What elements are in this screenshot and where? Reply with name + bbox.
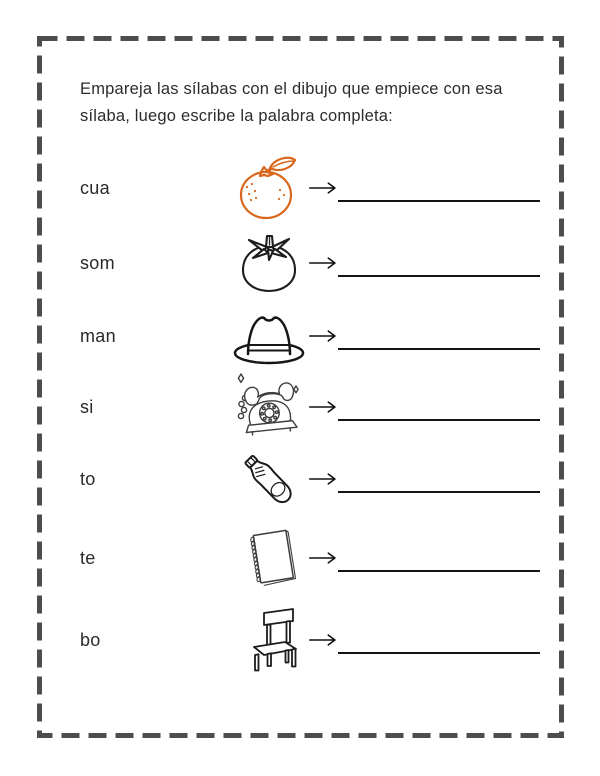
arrow-right-icon <box>308 180 338 196</box>
worksheet-row <box>80 439 540 519</box>
arrow-right-icon <box>308 255 338 271</box>
hat-image <box>230 301 308 371</box>
answer-line <box>338 652 540 654</box>
spiral-notebook-image <box>230 520 308 596</box>
syllable-label: si <box>80 396 94 417</box>
instructions-text: Empareja las sílabas con el dibujo que empiece con esa sílaba, luego escribe la palabra completa: <box>80 80 503 125</box>
syllable-label: bo <box>80 629 101 650</box>
tangerine-image <box>230 153 308 223</box>
worksheet-row <box>80 223 540 303</box>
syllable-label: te <box>80 547 96 568</box>
answer-line <box>338 348 540 350</box>
syllable-label: to <box>80 468 96 489</box>
answer-line <box>338 570 540 572</box>
water-bottle-image <box>230 443 308 515</box>
rotary-telephone-image <box>230 371 308 443</box>
arrow-right-icon <box>308 632 338 648</box>
syllable-label: som <box>80 252 115 273</box>
syllable-label: cua <box>80 177 110 198</box>
arrow-right-icon <box>308 399 338 415</box>
worksheet-row <box>80 600 540 680</box>
answer-line <box>338 419 540 421</box>
worksheet-row <box>80 296 540 376</box>
worksheet-row <box>80 367 540 447</box>
answer-line <box>338 275 540 277</box>
answer-line <box>338 200 540 202</box>
worksheet-row <box>80 518 540 598</box>
arrow-right-icon <box>308 328 338 344</box>
syllable-label: man <box>80 325 116 346</box>
tomato-image <box>230 228 308 298</box>
answer-line <box>338 491 540 493</box>
arrow-right-icon <box>308 471 338 487</box>
arrow-right-icon <box>308 550 338 566</box>
worksheet-row <box>80 148 540 228</box>
chair-image <box>230 604 308 676</box>
